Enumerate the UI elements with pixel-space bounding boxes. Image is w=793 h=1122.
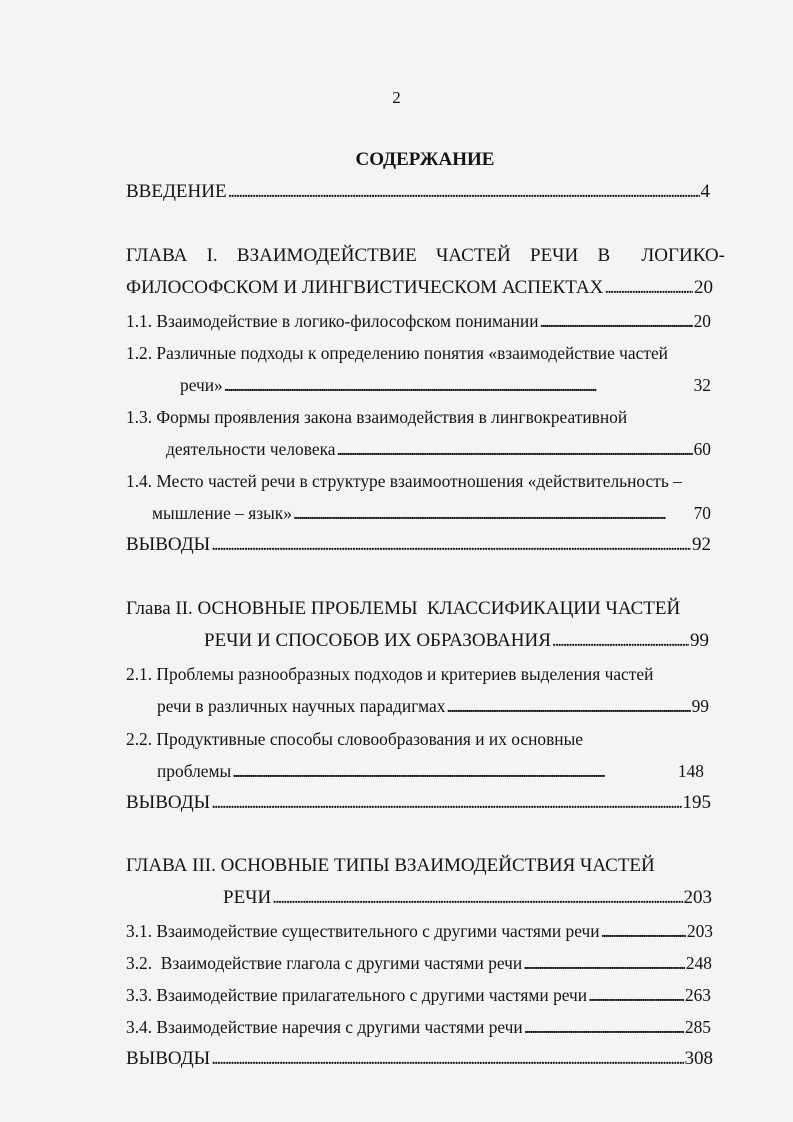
toc-chapter-3-title[interactable] bbox=[126, 853, 686, 879]
title-word: В bbox=[597, 245, 611, 266]
toc-entry-page: 92 bbox=[692, 534, 711, 555]
leader-dots bbox=[211, 1046, 683, 1072]
toc-chapter-2-title[interactable] bbox=[126, 596, 686, 622]
title-word: ВЗАИМОДЕЙСТВИЕ bbox=[236, 245, 417, 266]
toc-entry-title: ВВЕДЕНИЕ bbox=[126, 181, 227, 202]
toc-section-1-2[interactable] bbox=[180, 372, 711, 398]
leader-dots bbox=[540, 308, 693, 334]
toc-section-2-1[interactable] bbox=[157, 693, 709, 719]
toc-chapter-2[interactable] bbox=[204, 628, 709, 654]
toc-section-2-1-title[interactable] bbox=[126, 661, 726, 687]
toc-entry-page: 263 bbox=[684, 985, 711, 1005]
leader-dots bbox=[601, 918, 686, 944]
leader-dots bbox=[523, 950, 685, 976]
toc-entry-title: проблемы bbox=[157, 761, 232, 781]
toc-entry-title: РЕЧИ И СПОСОБОВ ИХ ОБРАЗОВАНИЯ bbox=[204, 630, 551, 651]
toc-section-1-4-title[interactable] bbox=[126, 468, 731, 494]
toc-section-1-4[interactable] bbox=[152, 500, 711, 526]
toc-entry-page: 99 bbox=[691, 696, 709, 716]
leader-dots bbox=[446, 693, 690, 719]
toc-entry-title: ВЫВОДЫ bbox=[126, 792, 211, 813]
leader-dots bbox=[272, 885, 682, 911]
toc-entry-page: 4 bbox=[700, 181, 710, 202]
toc-chapter-3[interactable] bbox=[223, 885, 712, 911]
toc-chapter-1[interactable] bbox=[126, 275, 713, 301]
toc-entry-title: 3.4. Взаимодействие наречия с другими частями речи bbox=[126, 1017, 523, 1037]
leader-dots bbox=[336, 436, 692, 462]
toc-section-2-2[interactable] bbox=[157, 758, 704, 784]
toc-entry-title: РЕЧИ bbox=[223, 887, 272, 908]
leader-dots bbox=[211, 790, 681, 816]
toc-entry-page: 99 bbox=[690, 630, 709, 651]
toc-entry-page: 148 bbox=[677, 761, 704, 781]
toc-chapter-1-title[interactable] bbox=[126, 243, 725, 269]
title-word: ЛОГИКО- bbox=[641, 245, 725, 266]
toc-section-1-3[interactable] bbox=[166, 436, 711, 462]
toc-entry-title: 3.2. Взаимодействие глагола с другими частями речи bbox=[126, 953, 523, 973]
toc-entry-title: 3.3. Взаимодействие прилагательного с другими частями речи bbox=[126, 985, 588, 1005]
leader-dots bbox=[293, 500, 693, 526]
toc-chapter-1-conclusions[interactable] bbox=[126, 532, 711, 558]
toc-entry-title: 2.1. Проблемы разнообразных подходов и критериев выделения частей bbox=[126, 664, 654, 684]
title-word: ГЛАВА bbox=[126, 245, 188, 266]
title-word: РЕЧИ bbox=[530, 245, 579, 266]
leader-dots bbox=[211, 532, 691, 558]
leader-dots bbox=[552, 628, 689, 654]
toc-entry-title: речи» bbox=[180, 375, 223, 395]
toc-section-3-4[interactable] bbox=[126, 1014, 711, 1040]
page-number: 2 bbox=[392, 88, 401, 107]
toc-section-3-2[interactable] bbox=[126, 950, 712, 976]
toc-chapter-2-conclusions[interactable] bbox=[126, 790, 711, 816]
toc-entry-title: мышление – язык» bbox=[152, 503, 292, 523]
toc-entry-title: ФИЛОСОФСКОМ И ЛИНГВИСТИЧЕСКОМ АСПЕКТАХ bbox=[126, 277, 604, 298]
toc-entry-page: 20 bbox=[693, 311, 711, 331]
title-word: ЧАСТЕЙ bbox=[436, 245, 511, 266]
leader-dots bbox=[604, 275, 693, 301]
toc-entry-page: 248 bbox=[685, 953, 712, 973]
toc-chapter-3-conclusions[interactable] bbox=[126, 1046, 713, 1072]
leader-dots bbox=[588, 982, 684, 1008]
toc-section-1-3-title[interactable] bbox=[126, 404, 726, 430]
toc-entry-title: ГЛАВА III. ОСНОВНЫЕ ТИПЫ ВЗАИМОДЕЙСТВИЯ ЧАСТЕЙ bbox=[126, 855, 655, 876]
toc-entry-page: 203 bbox=[683, 887, 712, 908]
toc-entry-title: 1.2. Различные подходы к определению понятия «взаимодействие частей bbox=[126, 343, 668, 363]
toc-entry-title: 2.2. Продуктивные способы словообразования и их основные bbox=[126, 729, 584, 749]
toc-entry-title: ВЫВОДЫ bbox=[126, 534, 211, 555]
toc-entry-title: 1.3. Формы проявления закона взаимодействия в лингвокреативной bbox=[126, 407, 628, 427]
leader-dots bbox=[232, 758, 677, 784]
toc-entry-title: Глава II. ОСНОВНЫЕ ПРОБЛЕМЫ КЛАССИФИКАЦИИ ЧАСТЕЙ bbox=[126, 598, 681, 619]
toc-entry-page: 32 bbox=[693, 375, 711, 395]
toc-entry-title: 3.1. Взаимодействие существительного с другими частями речи bbox=[126, 921, 600, 941]
toc-entry-page: 60 bbox=[693, 439, 711, 459]
toc-section-1-1[interactable] bbox=[126, 308, 711, 334]
leader-dots bbox=[224, 372, 693, 398]
toc-entry-intro[interactable] bbox=[126, 179, 710, 205]
leader-dots bbox=[524, 1014, 684, 1040]
toc-entry-title: речи в различных научных парадигмах bbox=[157, 696, 446, 716]
toc-section-1-2-title[interactable] bbox=[126, 340, 726, 366]
toc-entry-title: ВЫВОДЫ bbox=[126, 1048, 211, 1069]
toc-section-2-2-title[interactable] bbox=[126, 726, 726, 752]
toc-entry-title: 1.1. Взаимодействие в логико-философском понимании bbox=[126, 311, 539, 331]
toc-entry-page: 203 bbox=[686, 921, 713, 941]
toc-heading: СОДЕРЖАНИЕ bbox=[355, 149, 495, 170]
toc-entry-page: 195 bbox=[682, 792, 711, 813]
toc-entry-title: 1.4. Место частей речи в структуре взаимоотношения «действительность – bbox=[126, 471, 682, 491]
toc-entry-title: деятельности человека bbox=[166, 439, 336, 459]
toc-entry-page: 70 bbox=[693, 503, 711, 523]
leader-dots bbox=[228, 179, 700, 205]
toc-entry-page: 285 bbox=[684, 1017, 711, 1037]
toc-section-3-1[interactable] bbox=[126, 918, 713, 944]
title-word: I. bbox=[206, 245, 218, 266]
toc-section-3-3[interactable] bbox=[126, 982, 711, 1008]
toc-entry-page: 308 bbox=[684, 1048, 713, 1069]
toc-entry-page: 20 bbox=[694, 277, 713, 298]
